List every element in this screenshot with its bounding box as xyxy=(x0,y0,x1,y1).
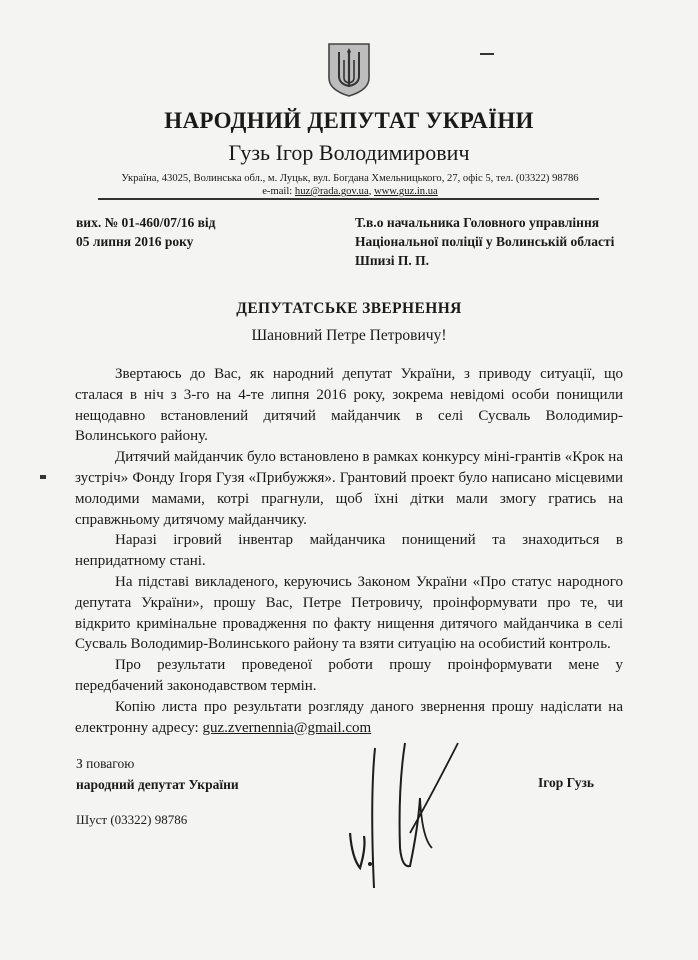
body-paragraph: Дитячий майданчик було встановлено в рамках конкурсу міні-грантів «Крок на зустріч» Фонду Ігоря Гузя «Прибужжя». Грантовий проект було написано місцевими молодими мамами, котрі прагнули, щоб їхні дітки мали змогу гратись на справжньому дитячому майданчику. xyxy=(75,449,623,528)
deputy-name: Гузь Ігор Володимирович xyxy=(228,140,470,165)
contact-line xyxy=(100,185,600,198)
handwritten-signature xyxy=(340,738,480,898)
letter-title: ДЕПУТАТСЬКЕ ЗВЕРНЕННЯ xyxy=(236,300,462,317)
email-label: e-mail: xyxy=(262,186,293,197)
letter-body xyxy=(75,364,623,738)
closing-block xyxy=(76,753,239,795)
letterhead-title: НАРОДНИЙ ДЕПУТАТ УКРАЇНИ xyxy=(164,108,534,133)
body-paragraph-last xyxy=(75,697,623,739)
outgoing-reference xyxy=(76,213,216,251)
reference-number: вих. № 01-460/07/16 від xyxy=(76,215,216,230)
separator: , xyxy=(368,186,372,197)
address-line: Україна, 43025, Волинська обл., м. Луцьк, вул. Богдана Хмельницького, 27, офіс 5, тел. (03322) 98786 xyxy=(121,173,579,184)
letterhead-address xyxy=(100,172,600,198)
body-paragraph: Звертаюсь до Вас, як народний депутат України, з приводу ситуації, що сталася в ніч з 3-го на 4-те липня 2016 року, зокрема невідомі особи понищили нещодавно встановлений дитячий майданчик в селі Сусваль Володимир-Волинського району. xyxy=(75,366,623,445)
email-link[interactable]: huz@rada.gov.ua xyxy=(294,186,369,197)
website-link[interactable]: www.guz.in.ua xyxy=(374,186,438,197)
last-paragraph-text: Копію листа про результати розгляду даного звернення прошу надіслати на електронну адресу: xyxy=(75,698,623,736)
regards-text: З повагою xyxy=(76,756,135,771)
letterhead-divider xyxy=(98,198,599,200)
salutation: Шановний Петре Петровичу! xyxy=(251,327,447,344)
contact-email-link[interactable]: guz.zvernennia@gmail.com xyxy=(202,719,372,736)
addressee-line: Шпизі П. П. xyxy=(355,253,430,268)
coat-of-arms-emblem xyxy=(327,42,371,98)
body-paragraph: Наразі ігровий інвентар майданчика понищений та знаходиться в непридатному стані. xyxy=(75,532,623,570)
scan-mark xyxy=(480,53,494,55)
body-paragraph: На підставі викладеного, керуючись Законом України «Про статус народного депутата України», прошу Вас, Петре Петровичу, проінформувати про те, чи відкрито кримінальне провадження по факту нищення дитячого майданчика в селі Сусваль Володимир-Волинського району та взяти ситуацію на особистий контроль. xyxy=(75,573,623,653)
signer-name: Ігор Гузь xyxy=(538,775,595,790)
addressee-line: Національної поліції у Волинській області xyxy=(355,234,615,249)
scan-mark xyxy=(40,475,46,479)
signer-position: народний депутат України xyxy=(76,777,239,792)
addressee-block xyxy=(355,213,614,270)
body-paragraph: Про результати проведеної роботи прошу проінформувати мене у передбачений законодавством термін. xyxy=(75,657,623,694)
reference-date: 05 липня 2016 року xyxy=(76,234,194,249)
addressee-line: Т.в.о начальника Головного управління xyxy=(355,215,600,230)
executor-contact: Шуст (03322) 98786 xyxy=(76,812,188,827)
